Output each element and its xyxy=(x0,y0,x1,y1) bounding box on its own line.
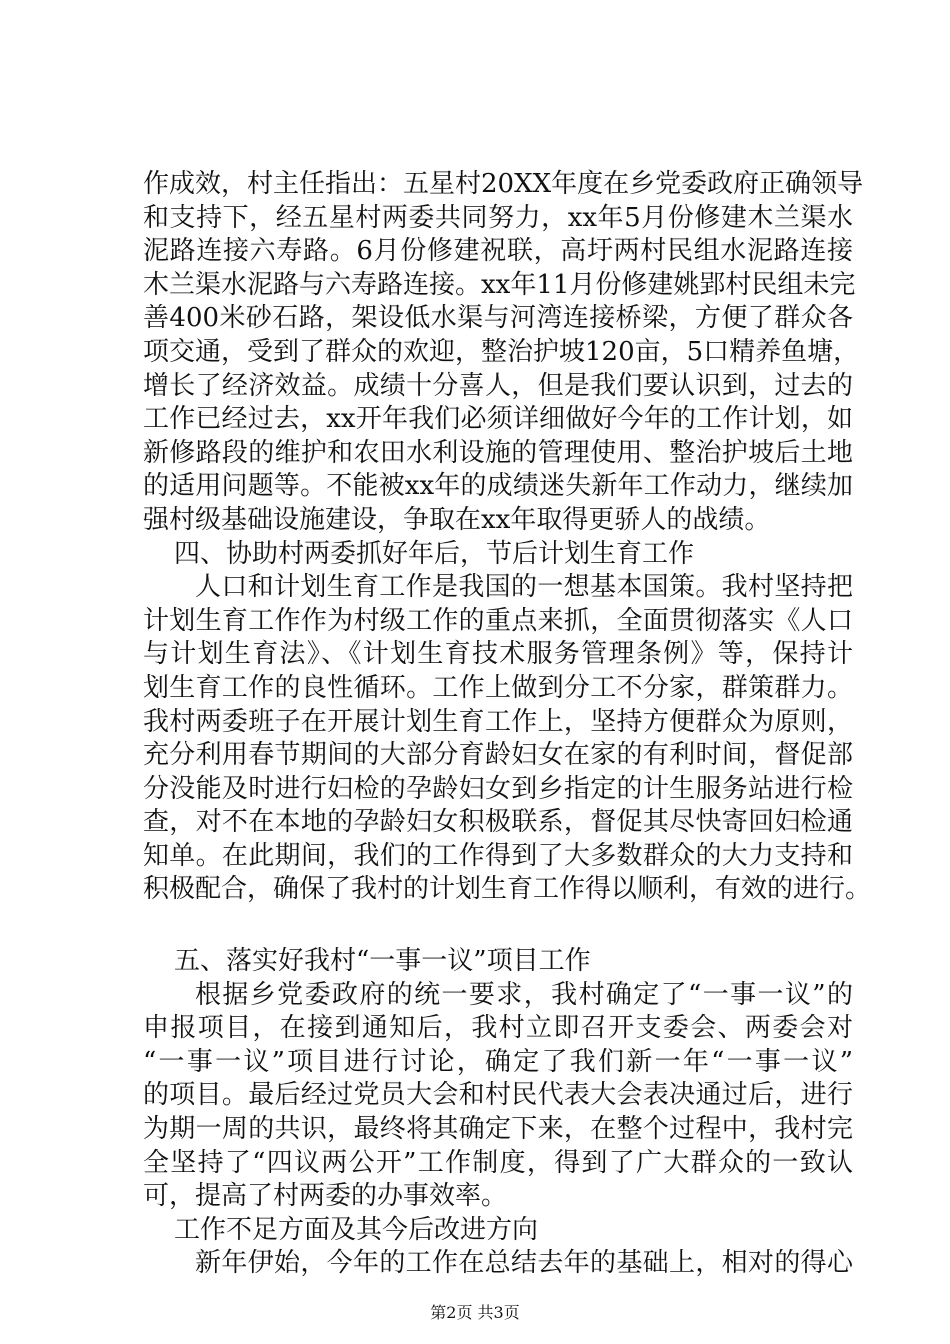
text-line: 项交通，受到了群众的欢迎，整治护坡120亩，5口精养鱼塘， xyxy=(143,336,860,367)
page-footer xyxy=(0,1300,950,1323)
text-line: 的适用问题等。不能被xx年的成绩迷失新年工作动力，继续加 xyxy=(143,471,853,502)
text-line: 申报项目，在接到通知后，我村立即召开支委会、两委会对 xyxy=(143,1013,853,1044)
text-line: “一事一议”项目进行讨论，确定了我们新一年“一事一议” xyxy=(143,1046,853,1077)
paragraph-spacer xyxy=(143,907,853,945)
text-line: 作成效，村主任指出：五星村20XX年度在乡党委政府正确领导 xyxy=(143,169,864,199)
text-line: 与计划生育法》、《计划生育技术服务管理条例》等，保持计 xyxy=(143,639,853,670)
text-line: 强村级基础设施建设，争取在xx年取得更骄人的战绩。 xyxy=(143,504,771,535)
text-line: 根据乡党委政府的统一要求，我村确定了“一事一议”的 xyxy=(195,979,853,1010)
text-line: 我村两委班子在开展计划生育工作上，坚持方便群众为原则， xyxy=(143,706,853,737)
text-line: 人口和计划生育工作是我国的一想基本国策。我村坚持把 xyxy=(195,572,853,603)
text-line: 新年伊始，今年的工作在总结去年的基础上，相对的得心 xyxy=(195,1248,853,1279)
paragraph-road-works xyxy=(143,168,864,538)
text-line: 增长了经济效益。成绩十分喜人，但是我们要认识到，过去的 xyxy=(143,370,853,401)
paragraph-project-work xyxy=(143,979,853,1214)
text-line: 的项目。最后经过党员大会和村民代表大会表决通过后，进行 xyxy=(143,1080,853,1111)
text-line: 工作已经过去，xx开年我们必须详细做好今年的工作计划，如 xyxy=(143,404,853,435)
text-line: 为期一周的共识，最终将其确定下来，在整个过程中，我村完 xyxy=(143,1114,853,1145)
section-heading-one-matter-one-discussion: 五、落实好我村“一事一议”项目工作 xyxy=(174,946,591,977)
section-heading-family-planning: 四、协助村两委抓好年后，节后计划生育工作 xyxy=(174,538,695,569)
text-line: 木兰渠水泥路与六寿路连接。xx年11月份修建姚郢村民组未完 xyxy=(143,269,856,300)
text-line: 计划生育工作作为村级工作的重点来抓，全面贯彻落实《人口 xyxy=(143,605,853,636)
text-line: 知单。在此期间，我们的工作得到了大多数群众的大力支持和 xyxy=(143,840,853,871)
text-line: 充分利用春节期间的大部分育龄妇女在家的有利时间，督促部 xyxy=(143,740,853,771)
paragraph-family-planning xyxy=(143,571,872,907)
text-line: 泥路连接六寿路。6月份修建祝联，高圩两村民组水泥路连接 xyxy=(143,236,853,267)
text-line: 分没能及时进行妇检的孕龄妇女到乡指定的计生服务站进行检 xyxy=(143,773,853,804)
text-line: 新修路段的维护和农田水利设施的管理使用、整治护坡后土地 xyxy=(143,437,853,468)
section-heading-shortcomings: 工作不足方面及其今后改进方向 xyxy=(174,1214,539,1245)
text-line: 积极配合，确保了我村的计划生育工作得以顺利，有效的进行。 xyxy=(143,874,872,905)
text-line: 和支持下，经五星村两委共同努力，xx年5月份修建木兰渠水 xyxy=(143,202,853,233)
paragraph-new-year xyxy=(143,1247,853,1281)
page-number-indicator: 第2页 共3页 xyxy=(430,1303,520,1322)
text-line: 善400米砂石路，架设低水渠与河湾连接桥梁，方便了群众各 xyxy=(143,303,853,334)
text-line: 全坚持了“四议两公开”工作制度，得到了广大群众的一致认 xyxy=(143,1147,853,1178)
text-line: 查，对不在本地的孕龄妇女积极联系，督促其尽快寄回妇检通 xyxy=(143,807,853,838)
document-body xyxy=(143,168,872,1281)
text-line: 划生育工作的良性循环。工作上做到分工不分家，群策群力。 xyxy=(143,672,853,703)
text-line: 可，提高了村两委的办事效率。 xyxy=(143,1181,508,1212)
